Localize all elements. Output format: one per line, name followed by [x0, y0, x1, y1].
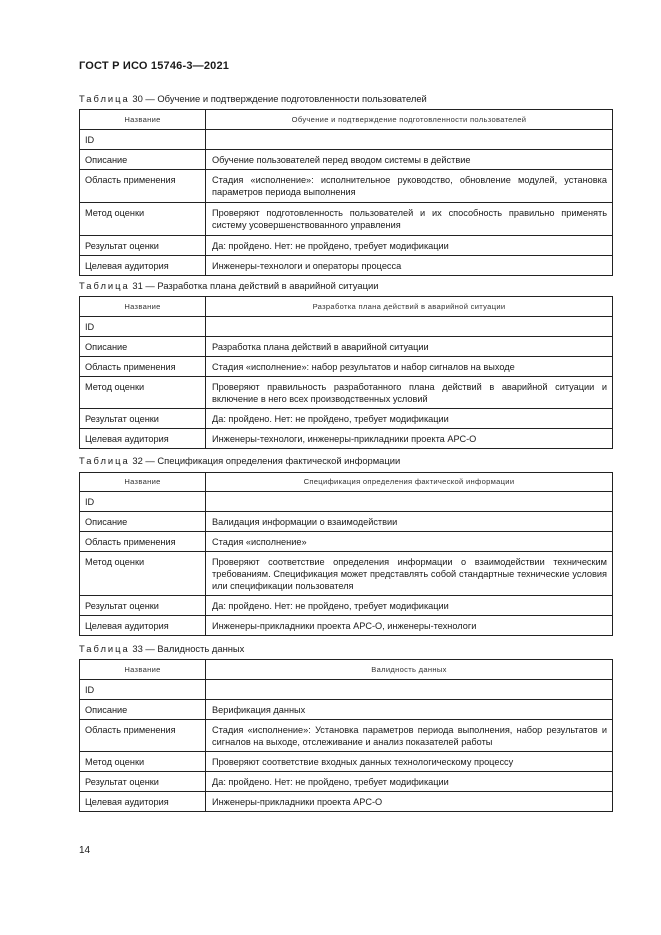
row-value: Да: пройдено. Нет: не пройдено, требует модификации	[206, 596, 613, 616]
row-label: Результат оценки	[80, 409, 206, 429]
table-caption	[79, 455, 400, 466]
table-header-row	[80, 473, 613, 492]
table-row	[80, 680, 613, 700]
caption-text: 31 — Разработка плана действий в аварийной ситуации	[129, 280, 379, 291]
table-row	[80, 792, 613, 812]
row-value: Да: пройдено. Нет: не пройдено, требует модификации	[206, 236, 613, 256]
table-row	[80, 772, 613, 792]
row-label: Область применения	[80, 357, 206, 377]
table-row	[80, 150, 613, 170]
row-label: Область применения	[80, 532, 206, 552]
row-label: Описание	[80, 150, 206, 170]
table-row	[80, 552, 613, 596]
row-label: Описание	[80, 700, 206, 720]
row-label: Целевая аудитория	[80, 792, 206, 812]
caption-text: 30 — Обучение и подтверждение подготовленности пользователей	[129, 93, 427, 104]
table-row	[80, 532, 613, 552]
caption-text: 32 — Спецификация определения фактической информации	[129, 455, 401, 466]
table-header-row	[80, 110, 613, 130]
row-value: Инженеры-прикладники проекта АРС-О	[206, 792, 613, 812]
column-header-name: Название	[80, 297, 206, 317]
row-label: Результат оценки	[80, 596, 206, 616]
column-header-name: Название	[80, 473, 206, 492]
table-row	[80, 357, 613, 377]
spec-table	[79, 109, 613, 276]
table-row	[80, 700, 613, 720]
row-value: Инженеры-прикладники проекта АРС-О, инженеры-технологи	[206, 616, 613, 636]
row-label: Метод оценки	[80, 377, 206, 409]
row-value: Инженеры-технологи и операторы процесса	[206, 256, 613, 276]
table-row	[80, 203, 613, 236]
row-label: Результат оценки	[80, 236, 206, 256]
row-value: Да: пройдено. Нет: не пройдено, требует модификации	[206, 409, 613, 429]
row-value: Да: пройдено. Нет: не пройдено, требует модификации	[206, 772, 613, 792]
row-value: Инженеры-технологи, инженеры-прикладники проекта АРС-О	[206, 429, 613, 449]
caption-word: Таблица	[79, 455, 130, 466]
row-value: Стадия «исполнение»	[206, 532, 613, 552]
table-header-row	[80, 297, 613, 317]
row-value: Валидация информации о взаимодействии	[206, 512, 613, 532]
row-value: Разработка плана действий в аварийной ситуации	[206, 337, 613, 357]
row-value	[206, 317, 613, 337]
column-header-name: Название	[80, 110, 206, 130]
caption-word: Таблица	[79, 643, 130, 654]
row-value	[206, 130, 613, 150]
table-caption	[79, 93, 427, 104]
table-row	[80, 720, 613, 752]
table-row	[80, 130, 613, 150]
row-label: Описание	[80, 337, 206, 357]
column-header-title: Обучение и подтверждение подготовленности пользователей	[206, 110, 613, 130]
table-caption	[79, 643, 244, 654]
row-value: Проверяют правильность разработанного плана действий в аварийной ситуации и включение в него всех производственных условий	[206, 377, 613, 409]
row-value: Проверяют соответствие входных данных технологическому процессу	[206, 752, 613, 772]
caption-word: Таблица	[79, 93, 130, 104]
table-row	[80, 317, 613, 337]
row-value: Проверяют подготовленность пользователей и их способность правильно применять систему усовершенствованного управления	[206, 203, 613, 236]
table-header-row	[80, 660, 613, 680]
row-label: ID	[80, 680, 206, 700]
row-label: Метод оценки	[80, 552, 206, 596]
row-label: Область применения	[80, 170, 206, 203]
table-row	[80, 170, 613, 203]
column-header-title: Спецификация определения фактической информации	[206, 473, 613, 492]
row-label: Метод оценки	[80, 752, 206, 772]
caption-word: Таблица	[79, 280, 130, 291]
row-value: Стадия «исполнение»: исполнительное руководство, обновление модулей, установка параметров периода выполнения	[206, 170, 613, 203]
row-value: Обучение пользователей перед вводом системы в действие	[206, 150, 613, 170]
spec-table	[79, 659, 613, 812]
row-label: ID	[80, 317, 206, 337]
table-caption	[79, 280, 378, 291]
table-row	[80, 596, 613, 616]
table-row	[80, 236, 613, 256]
table-row	[80, 256, 613, 276]
row-label: ID	[80, 130, 206, 150]
row-label: Целевая аудитория	[80, 256, 206, 276]
table-row	[80, 616, 613, 636]
table-row	[80, 409, 613, 429]
table-row	[80, 429, 613, 449]
page-number: 14	[79, 845, 91, 856]
table-row	[80, 377, 613, 409]
table-row	[80, 752, 613, 772]
row-label: Целевая аудитория	[80, 616, 206, 636]
row-label: Описание	[80, 512, 206, 532]
table-row	[80, 492, 613, 512]
row-value: Верификация данных	[206, 700, 613, 720]
row-label: Область применения	[80, 720, 206, 752]
row-label: Целевая аудитория	[80, 429, 206, 449]
column-header-title: Разработка плана действий в аварийной ситуации	[206, 297, 613, 317]
table-row	[80, 512, 613, 532]
column-header-name: Название	[80, 660, 206, 680]
caption-text: 33 — Валидность данных	[129, 643, 245, 654]
table-row	[80, 337, 613, 357]
row-label: Метод оценки	[80, 203, 206, 236]
row-value	[206, 492, 613, 512]
row-label: ID	[80, 492, 206, 512]
spec-table	[79, 472, 613, 636]
row-value	[206, 680, 613, 700]
column-header-title: Валидность данных	[206, 660, 613, 680]
row-label: Результат оценки	[80, 772, 206, 792]
row-value: Проверяют соответствие определения информации о взаимодействии техническим требованиям. Спецификация может представлять собой стандартные технические условия или спецификации пользователя	[206, 552, 613, 596]
row-value: Стадия «исполнение»: набор результатов и набор сигналов на выходе	[206, 357, 613, 377]
row-value: Стадия «исполнение»: Установка параметров периода выполнения, набор результатов и сигналов на выходе, отслеживание и анализ показателей работы	[206, 720, 613, 752]
document-code: ГОСТ Р ИСО 15746-3—2021	[79, 60, 230, 72]
spec-table	[79, 296, 613, 449]
